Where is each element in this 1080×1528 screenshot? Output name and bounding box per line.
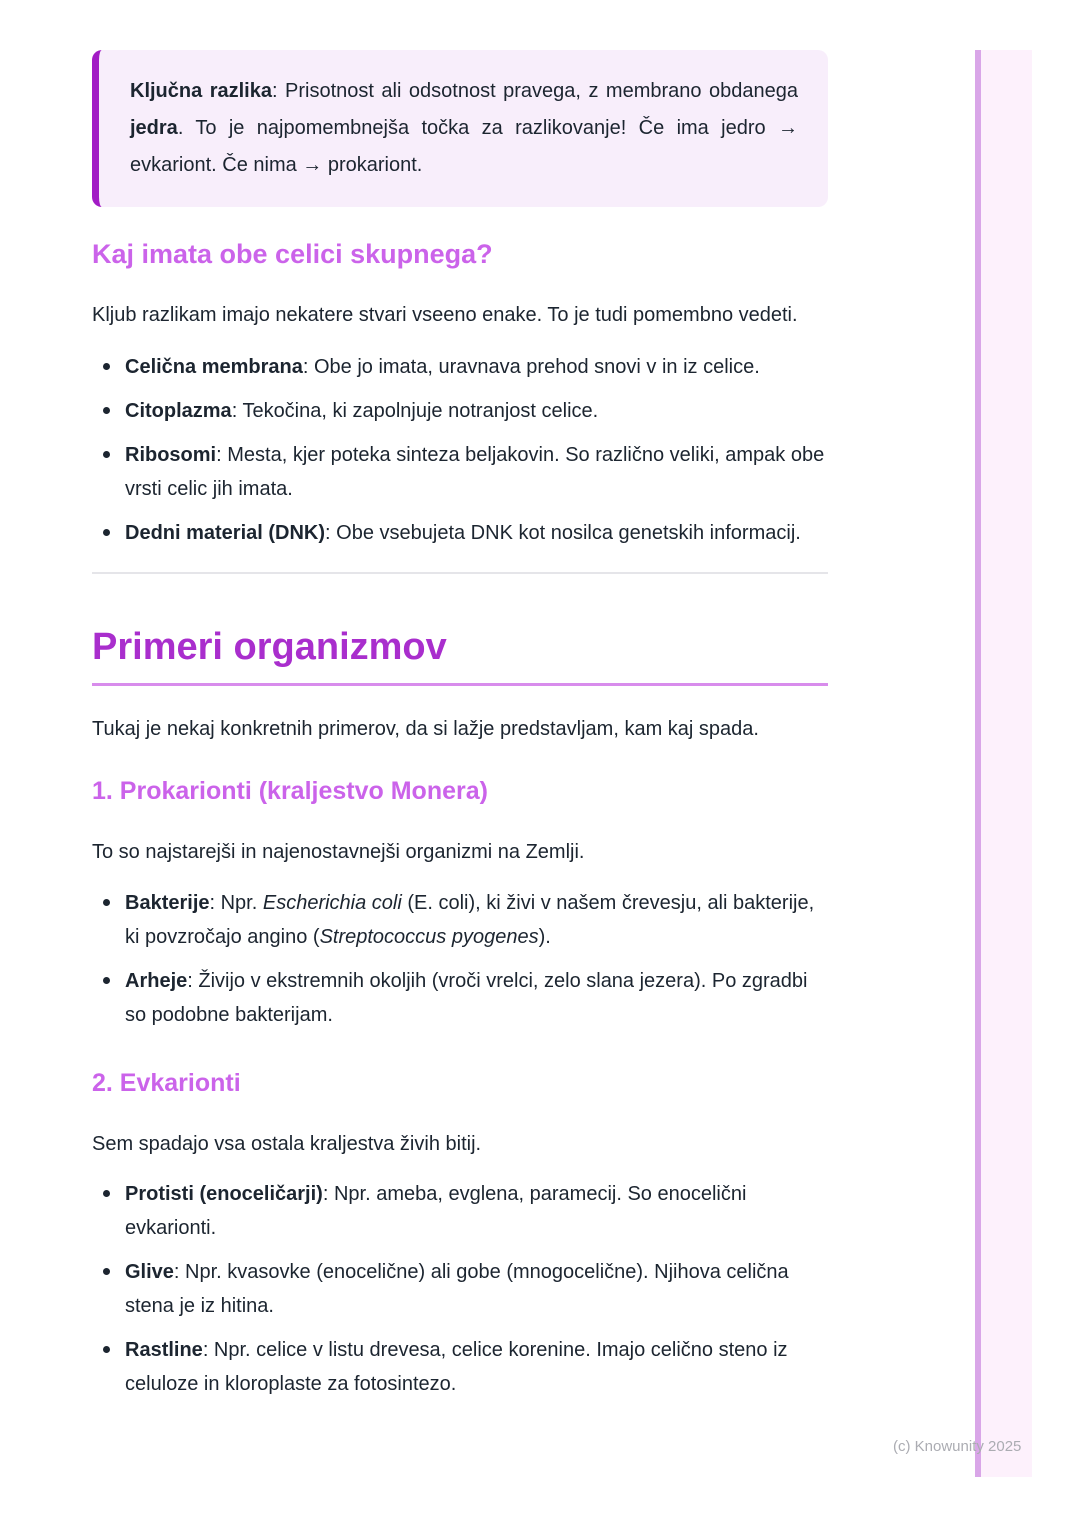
list-item-bacteria: Bakterije: Npr. Escherichia coli (E. coli), ki živi v našem črevesju, ali bakterije, ki povzročajo angino (Streptococcus pyogenes). [92, 886, 828, 954]
page-edge-decoration [975, 50, 1032, 1477]
heading-examples: Primeri organizmov [92, 623, 828, 686]
list-item-fungi: Glive: Npr. kvasovke (enocelične) ali gobe (mnogocelične). Njihova celična stena je iz hitina. [92, 1255, 828, 1323]
document-content [92, 50, 828, 1411]
list-item-ribosomes: Ribosomi: Mesta, kjer poteka sinteza beljakovin. So različno veliki, ampak obe vrsti celic jih imata. [92, 438, 828, 506]
eukaryotes-list [92, 1177, 828, 1401]
common-traits-intro: Kljub razlikam imajo nekatere stvari vseeno enake. To je tudi pomembno vedeti. [92, 304, 798, 326]
callout-text: Ključna razlika: Prisotnost ali odsotnost pravega, z membrano obdanega jedra. To je najpomembnejša točka za razlikovanje! Če ima jedro → evkariont. Če nima → prokariont. [130, 80, 798, 176]
prokaryotes-list [92, 886, 828, 1032]
section-divider [92, 572, 828, 574]
key-difference-callout [92, 50, 828, 207]
heading-prokaryotes: 1. Prokarionti (kraljestvo Monera) [92, 777, 488, 805]
list-item-protists: Protisti (enoceličarji): Npr. ameba, evglena, paramecij. So enocelični evkarionti. [92, 1177, 828, 1245]
heading-common-traits: Kaj imata obe celici skupnega? [92, 239, 493, 269]
heading-eukaryotes: 2. Evkarionti [92, 1069, 241, 1097]
list-item-archaea: Arheje: Živijo v ekstremnih okoljih (vroči vrelci, zelo slana jezera). Po zgradbi so podobne bakterijam. [92, 964, 828, 1032]
list-item-membrane: Celična membrana: Obe jo imata, uravnava prehod snovi v in iz celice. [92, 350, 828, 384]
prokaryotes-intro: To so najstarejši in najenostavnejši organizmi na Zemlji. [92, 841, 585, 863]
watermark: (c) Knowunity 2025 [893, 1438, 1022, 1455]
list-item-plants: Rastline: Npr. celice v listu drevesa, celice korenine. Imajo celično steno iz celuloze in kloroplaste za fotosintezo. [92, 1333, 828, 1401]
examples-intro: Tukaj je nekaj konkretnih primerov, da si lažje predstavljam, kam kaj spada. [92, 718, 759, 740]
list-item-cytoplasm: Citoplazma: Tekočina, ki zapolnjuje notranjost celice. [92, 394, 828, 428]
eukaryotes-intro: Sem spadajo vsa ostala kraljestva živih bitij. [92, 1133, 482, 1155]
list-item-dna: Dedni material (DNK): Obe vsebujeta DNK kot nosilca genetskih informacij. [92, 516, 828, 550]
common-traits-list [92, 350, 828, 550]
